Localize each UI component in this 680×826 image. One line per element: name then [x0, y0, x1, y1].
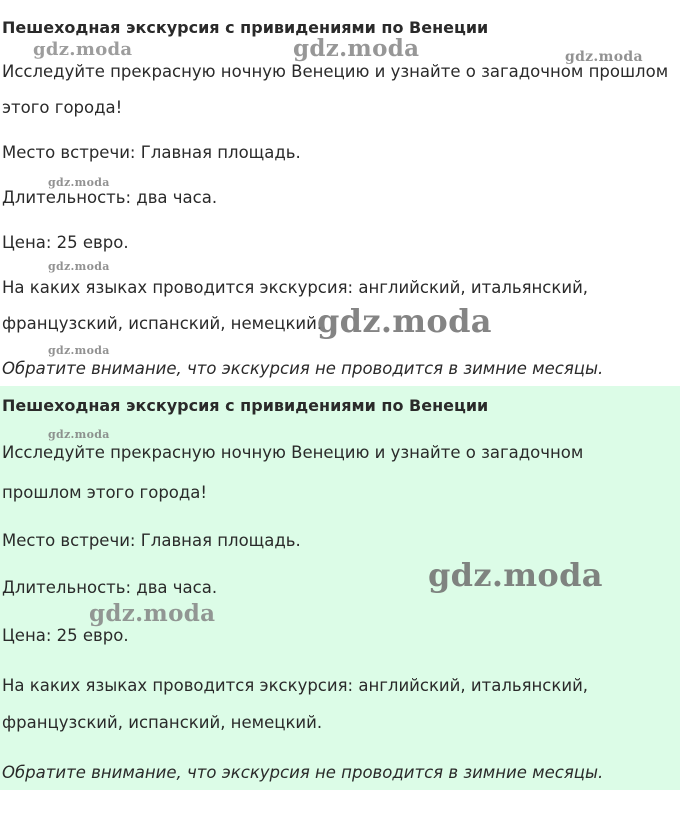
watermark: gdz.moda	[428, 556, 603, 594]
tour-intro-line-2: этого города!	[2, 98, 123, 117]
tour-price: Цена: 25 евро.	[2, 233, 129, 252]
tour-title: Пешеходная экскурсия с привидениями по Венеции	[2, 396, 489, 415]
watermark: gdz.moda	[89, 600, 216, 627]
watermark: gdz.moda	[48, 428, 110, 441]
tour-description-highlighted	[0, 386, 680, 790]
tour-duration: Длительность: два часа.	[2, 188, 218, 207]
tour-languages-line-1: На каких языках проводится экскурсия: английский, итальянский,	[2, 278, 589, 297]
watermark: gdz.moda	[293, 35, 420, 62]
tour-intro-line-2: прошлом этого города!	[2, 483, 208, 502]
watermark: gdz.moda	[565, 49, 643, 65]
watermark: gdz.moda	[48, 344, 110, 357]
watermark: gdz.moda	[317, 302, 492, 340]
watermark: gdz.moda	[33, 39, 133, 60]
tour-languages-line-2: французский, испанский, немецкий.	[2, 713, 323, 732]
tour-description-original	[0, 0, 680, 386]
meeting-point: Место встречи: Главная площадь.	[2, 143, 301, 162]
tour-intro-line-1: Исследуйте прекрасную ночную Венецию и узнайте о загадочном прошлом	[2, 62, 669, 81]
tour-price: Цена: 25 евро.	[2, 626, 129, 645]
tour-note: Обратите внимание, что экскурсия не проводится в зимние месяцы.	[2, 359, 604, 378]
tour-title: Пешеходная экскурсия с привидениями по Венеции	[2, 18, 489, 37]
tour-note: Обратите внимание, что экскурсия не проводится в зимние месяцы.	[2, 763, 604, 782]
tour-duration: Длительность: два часа.	[2, 578, 218, 597]
meeting-point: Место встречи: Главная площадь.	[2, 531, 301, 550]
tour-languages-line-2: французский, испанский, немецкий.	[2, 314, 323, 333]
watermark: gdz.moda	[48, 176, 110, 189]
watermark: gdz.moda	[48, 260, 110, 273]
tour-languages-line-1: На каких языках проводится экскурсия: английский, итальянский,	[2, 676, 589, 695]
tour-intro-line-1: Исследуйте прекрасную ночную Венецию и узнайте о загадочном	[2, 443, 584, 462]
